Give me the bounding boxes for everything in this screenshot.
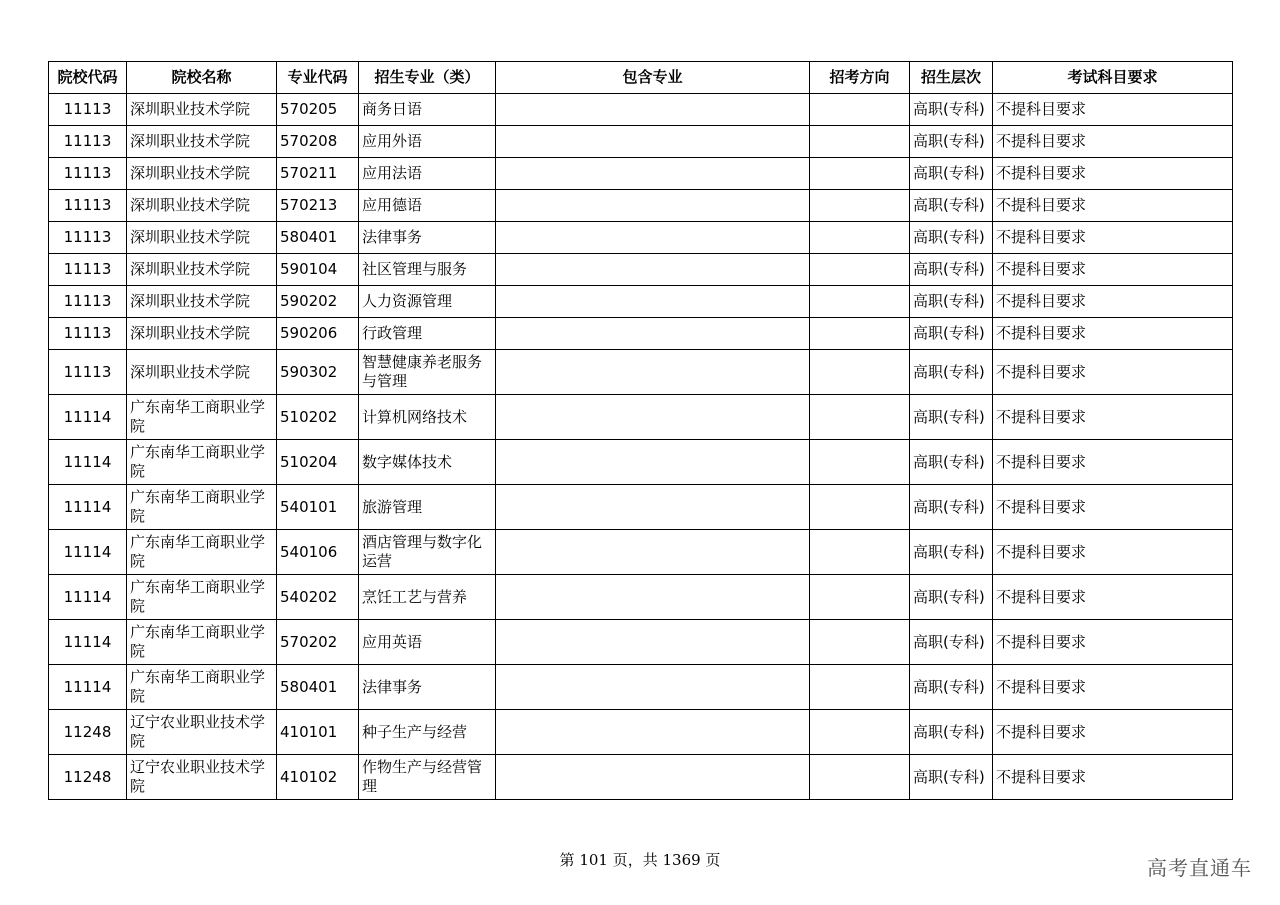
requirement-cell: 不提科目要求 bbox=[993, 94, 1233, 126]
school-code-cell: 11114 bbox=[49, 485, 127, 530]
school-name-cell: 广东南华工商职业学院 bbox=[127, 440, 277, 485]
requirement-cell: 不提科目要求 bbox=[993, 318, 1233, 350]
direction-cell bbox=[810, 440, 910, 485]
school-code-cell: 11113 bbox=[49, 126, 127, 158]
header-level: 招生层次 bbox=[910, 62, 993, 94]
direction-cell bbox=[810, 190, 910, 222]
level-cell: 高职(专科) bbox=[910, 126, 993, 158]
page-footer: 第 101 页，共 1369 页 bbox=[559, 851, 721, 869]
school-name-cell: 广东南华工商职业学院 bbox=[127, 575, 277, 620]
level-cell: 高职(专科) bbox=[910, 665, 993, 710]
header-major: 招生专业（类） bbox=[359, 62, 496, 94]
school-code-cell: 11114 bbox=[49, 575, 127, 620]
major-code-cell: 590302 bbox=[277, 350, 359, 395]
table-row bbox=[49, 254, 1233, 286]
table-row bbox=[49, 485, 1233, 530]
major-code-cell: 590206 bbox=[277, 318, 359, 350]
direction-cell bbox=[810, 350, 910, 395]
enrollment-table bbox=[48, 61, 1233, 800]
direction-cell bbox=[810, 395, 910, 440]
major-code-cell: 590104 bbox=[277, 254, 359, 286]
major-code-cell: 510204 bbox=[277, 440, 359, 485]
table-body bbox=[49, 94, 1233, 800]
direction-cell bbox=[810, 126, 910, 158]
major-code-cell: 580401 bbox=[277, 222, 359, 254]
header-major-code: 专业代码 bbox=[277, 62, 359, 94]
included-cell bbox=[496, 254, 810, 286]
requirement-cell: 不提科目要求 bbox=[993, 254, 1233, 286]
major-cell: 行政管理 bbox=[359, 318, 496, 350]
direction-cell bbox=[810, 575, 910, 620]
requirement-cell: 不提科目要求 bbox=[993, 190, 1233, 222]
major-cell: 数字媒体技术 bbox=[359, 440, 496, 485]
requirement-cell: 不提科目要求 bbox=[993, 530, 1233, 575]
table-row bbox=[49, 350, 1233, 395]
direction-cell bbox=[810, 222, 910, 254]
school-code-cell: 11113 bbox=[49, 254, 127, 286]
school-code-cell: 11114 bbox=[49, 530, 127, 575]
major-code-cell: 410101 bbox=[277, 710, 359, 755]
table-row bbox=[49, 575, 1233, 620]
school-name-cell: 深圳职业技术学院 bbox=[127, 222, 277, 254]
included-cell bbox=[496, 222, 810, 254]
major-code-cell: 570211 bbox=[277, 158, 359, 190]
major-cell: 种子生产与经营 bbox=[359, 710, 496, 755]
table-row bbox=[49, 318, 1233, 350]
school-name-cell: 深圳职业技术学院 bbox=[127, 254, 277, 286]
major-cell: 人力资源管理 bbox=[359, 286, 496, 318]
included-cell bbox=[496, 318, 810, 350]
major-cell: 社区管理与服务 bbox=[359, 254, 496, 286]
school-code-cell: 11113 bbox=[49, 286, 127, 318]
major-cell: 应用德语 bbox=[359, 190, 496, 222]
school-code-cell: 11114 bbox=[49, 440, 127, 485]
level-cell: 高职(专科) bbox=[910, 755, 993, 800]
requirement-cell: 不提科目要求 bbox=[993, 222, 1233, 254]
school-name-cell: 辽宁农业职业技术学院 bbox=[127, 710, 277, 755]
level-cell: 高职(专科) bbox=[910, 440, 993, 485]
table-row bbox=[49, 530, 1233, 575]
level-cell: 高职(专科) bbox=[910, 530, 993, 575]
school-code-cell: 11248 bbox=[49, 755, 127, 800]
level-cell: 高职(专科) bbox=[910, 620, 993, 665]
requirement-cell: 不提科目要求 bbox=[993, 126, 1233, 158]
school-name-cell: 广东南华工商职业学院 bbox=[127, 530, 277, 575]
direction-cell bbox=[810, 254, 910, 286]
table-row bbox=[49, 620, 1233, 665]
included-cell bbox=[496, 395, 810, 440]
requirement-cell: 不提科目要求 bbox=[993, 710, 1233, 755]
requirement-cell: 不提科目要求 bbox=[993, 575, 1233, 620]
included-cell bbox=[496, 286, 810, 318]
level-cell: 高职(专科) bbox=[910, 190, 993, 222]
table-header-row bbox=[49, 62, 1233, 94]
table-row bbox=[49, 440, 1233, 485]
requirement-cell: 不提科目要求 bbox=[993, 286, 1233, 318]
table-row bbox=[49, 665, 1233, 710]
header-requirement: 考试科目要求 bbox=[993, 62, 1233, 94]
school-code-cell: 11114 bbox=[49, 395, 127, 440]
table-row bbox=[49, 286, 1233, 318]
level-cell: 高职(专科) bbox=[910, 94, 993, 126]
direction-cell bbox=[810, 530, 910, 575]
major-code-cell: 590202 bbox=[277, 286, 359, 318]
table-row bbox=[49, 222, 1233, 254]
major-code-cell: 410102 bbox=[277, 755, 359, 800]
major-cell: 应用法语 bbox=[359, 158, 496, 190]
requirement-cell: 不提科目要求 bbox=[993, 620, 1233, 665]
included-cell bbox=[496, 190, 810, 222]
school-code-cell: 11114 bbox=[49, 665, 127, 710]
major-cell: 应用外语 bbox=[359, 126, 496, 158]
major-cell: 酒店管理与数字化运营 bbox=[359, 530, 496, 575]
level-cell: 高职(专科) bbox=[910, 350, 993, 395]
school-name-cell: 广东南华工商职业学院 bbox=[127, 485, 277, 530]
level-cell: 高职(专科) bbox=[910, 254, 993, 286]
major-code-cell: 580401 bbox=[277, 665, 359, 710]
school-name-cell: 深圳职业技术学院 bbox=[127, 190, 277, 222]
major-code-cell: 540101 bbox=[277, 485, 359, 530]
included-cell bbox=[496, 126, 810, 158]
included-cell bbox=[496, 530, 810, 575]
included-cell bbox=[496, 575, 810, 620]
school-name-cell: 深圳职业技术学院 bbox=[127, 286, 277, 318]
requirement-cell: 不提科目要求 bbox=[993, 350, 1233, 395]
requirement-cell: 不提科目要求 bbox=[993, 485, 1233, 530]
table-row bbox=[49, 755, 1233, 800]
school-code-cell: 11248 bbox=[49, 710, 127, 755]
direction-cell bbox=[810, 158, 910, 190]
major-cell: 计算机网络技术 bbox=[359, 395, 496, 440]
school-code-cell: 11113 bbox=[49, 190, 127, 222]
header-direction: 招考方向 bbox=[810, 62, 910, 94]
major-cell: 法律事务 bbox=[359, 665, 496, 710]
major-cell: 烹饪工艺与营养 bbox=[359, 575, 496, 620]
school-name-cell: 广东南华工商职业学院 bbox=[127, 665, 277, 710]
included-cell bbox=[496, 710, 810, 755]
major-code-cell: 570205 bbox=[277, 94, 359, 126]
school-name-cell: 深圳职业技术学院 bbox=[127, 318, 277, 350]
school-name-cell: 深圳职业技术学院 bbox=[127, 158, 277, 190]
school-name-cell: 深圳职业技术学院 bbox=[127, 94, 277, 126]
requirement-cell: 不提科目要求 bbox=[993, 440, 1233, 485]
major-code-cell: 570208 bbox=[277, 126, 359, 158]
major-cell: 旅游管理 bbox=[359, 485, 496, 530]
school-name-cell: 广东南华工商职业学院 bbox=[127, 395, 277, 440]
included-cell bbox=[496, 755, 810, 800]
major-code-cell: 570202 bbox=[277, 620, 359, 665]
direction-cell bbox=[810, 665, 910, 710]
requirement-cell: 不提科目要求 bbox=[993, 395, 1233, 440]
table-row bbox=[49, 710, 1233, 755]
requirement-cell: 不提科目要求 bbox=[993, 755, 1233, 800]
direction-cell bbox=[810, 94, 910, 126]
level-cell: 高职(专科) bbox=[910, 158, 993, 190]
major-cell: 法律事务 bbox=[359, 222, 496, 254]
table-row bbox=[49, 126, 1233, 158]
direction-cell bbox=[810, 318, 910, 350]
included-cell bbox=[496, 94, 810, 126]
school-name-cell: 广东南华工商职业学院 bbox=[127, 620, 277, 665]
major-cell: 智慧健康养老服务与管理 bbox=[359, 350, 496, 395]
table-row bbox=[49, 395, 1233, 440]
school-code-cell: 11113 bbox=[49, 318, 127, 350]
header-school-code: 院校代码 bbox=[49, 62, 127, 94]
direction-cell bbox=[810, 620, 910, 665]
major-code-cell: 540106 bbox=[277, 530, 359, 575]
level-cell: 高职(专科) bbox=[910, 222, 993, 254]
school-code-cell: 11113 bbox=[49, 158, 127, 190]
header-included-majors: 包含专业 bbox=[496, 62, 810, 94]
included-cell bbox=[496, 665, 810, 710]
school-code-cell: 11113 bbox=[49, 350, 127, 395]
level-cell: 高职(专科) bbox=[910, 485, 993, 530]
direction-cell bbox=[810, 286, 910, 318]
school-name-cell: 深圳职业技术学院 bbox=[127, 350, 277, 395]
included-cell bbox=[496, 158, 810, 190]
requirement-cell: 不提科目要求 bbox=[993, 158, 1233, 190]
major-code-cell: 570213 bbox=[277, 190, 359, 222]
level-cell: 高职(专科) bbox=[910, 710, 993, 755]
direction-cell bbox=[810, 710, 910, 755]
included-cell bbox=[496, 440, 810, 485]
major-code-cell: 510202 bbox=[277, 395, 359, 440]
watermark-text: 高考直通车 bbox=[1147, 856, 1252, 880]
included-cell bbox=[496, 620, 810, 665]
level-cell: 高职(专科) bbox=[910, 286, 993, 318]
level-cell: 高职(专科) bbox=[910, 318, 993, 350]
requirement-cell: 不提科目要求 bbox=[993, 665, 1233, 710]
table-row bbox=[49, 94, 1233, 126]
major-cell: 作物生产与经营管理 bbox=[359, 755, 496, 800]
school-name-cell: 辽宁农业职业技术学院 bbox=[127, 755, 277, 800]
included-cell bbox=[496, 350, 810, 395]
level-cell: 高职(专科) bbox=[910, 395, 993, 440]
header-school-name: 院校名称 bbox=[127, 62, 277, 94]
level-cell: 高职(专科) bbox=[910, 575, 993, 620]
major-cell: 应用英语 bbox=[359, 620, 496, 665]
major-code-cell: 540202 bbox=[277, 575, 359, 620]
school-code-cell: 11113 bbox=[49, 222, 127, 254]
direction-cell bbox=[810, 485, 910, 530]
table-row bbox=[49, 190, 1233, 222]
included-cell bbox=[496, 485, 810, 530]
major-cell: 商务日语 bbox=[359, 94, 496, 126]
school-code-cell: 11113 bbox=[49, 94, 127, 126]
direction-cell bbox=[810, 755, 910, 800]
school-code-cell: 11114 bbox=[49, 620, 127, 665]
table-row bbox=[49, 158, 1233, 190]
school-name-cell: 深圳职业技术学院 bbox=[127, 126, 277, 158]
